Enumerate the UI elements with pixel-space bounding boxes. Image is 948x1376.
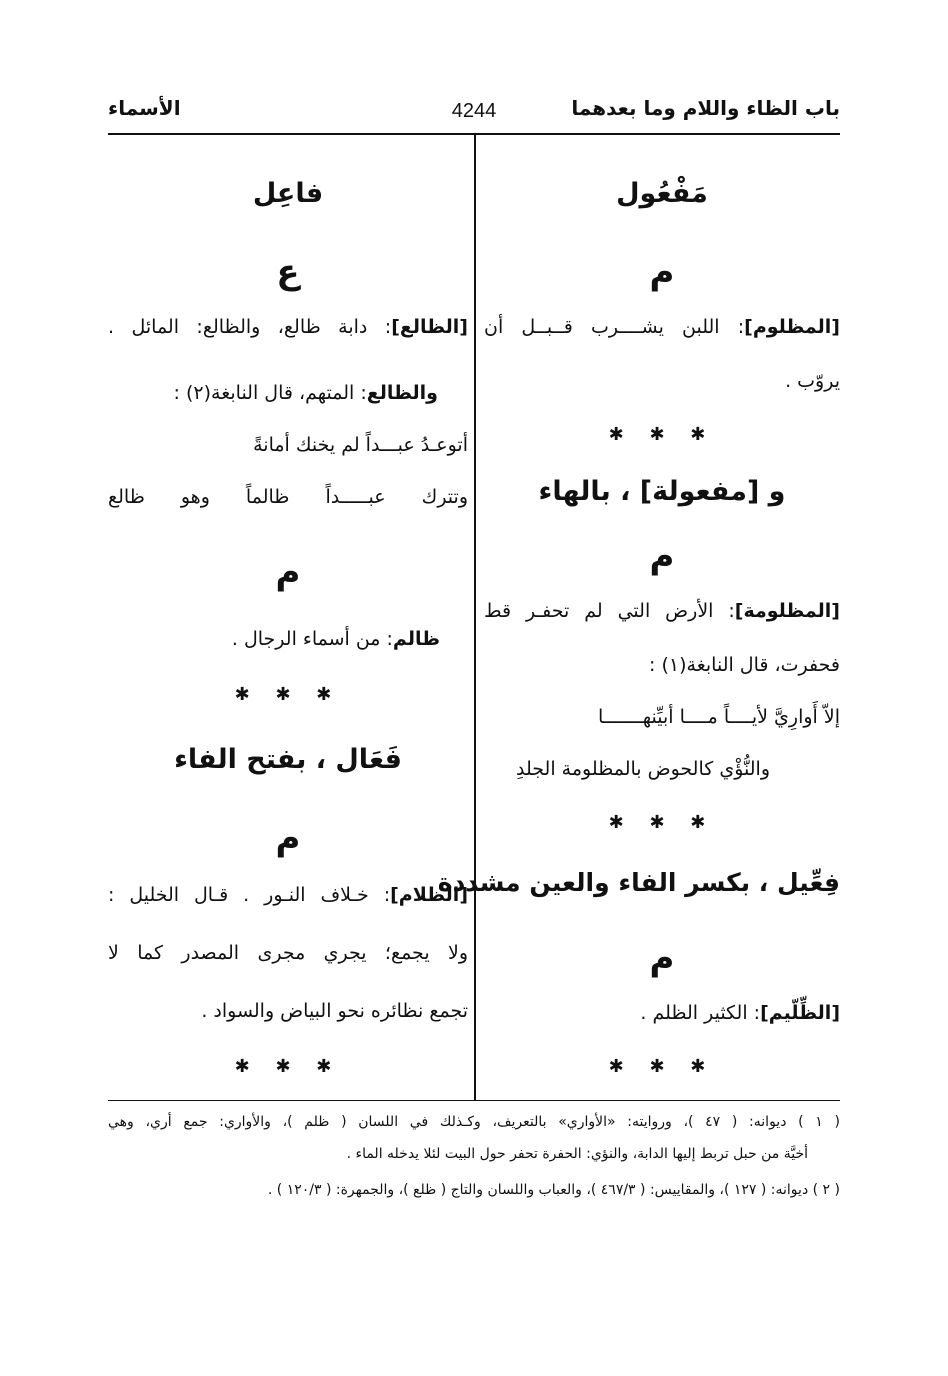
entry-line: يروّب . <box>785 370 840 392</box>
section-letter: م <box>649 252 675 292</box>
entry-definition: : الأرض التي لم تحفـر قط <box>484 600 735 622</box>
left-column <box>108 134 468 1100</box>
separator-stars: ✱ ✱ ✱ <box>608 812 716 833</box>
entry-headword: [الظِّلّيم] <box>760 1002 840 1024</box>
section-letter: م <box>649 938 675 978</box>
verse-line: والنُّؤْي كالحوض بالمظلومة الجلدِ <box>516 758 770 780</box>
page-number: 4244 <box>451 100 497 122</box>
verse-line: إلاّ أَوارِيَّ لأيــــاً مــــا أبيِّنهـــــــا <box>597 706 840 728</box>
entry-line <box>108 884 468 906</box>
entry-definition: : اللبن يشــــرب قــبــل أن <box>484 316 745 338</box>
entry-line <box>108 382 468 404</box>
entry-line <box>484 600 840 622</box>
pattern-heading-mafool: مَفْعُول <box>616 178 708 209</box>
entry-definition: : المتهم، قال النابغة(٢) : <box>173 382 367 404</box>
entry-definition: : خـلاف النـور . قـال الخليل : <box>108 884 391 906</box>
entry-line: فحفرت، قال النابغة(١) : <box>649 654 840 676</box>
entry-line <box>108 628 468 650</box>
footnote-rule <box>108 1100 840 1101</box>
section-letter: م <box>649 536 675 576</box>
entry-line: ولا يجمع؛ يجري مجرى المصدر كما لا <box>108 942 468 964</box>
section-letter: م <box>275 552 301 592</box>
running-header-section: الأسماء <box>108 96 181 120</box>
entry-headword: [الظالع] <box>391 316 468 338</box>
running-header-chapter: باب الظاء واللام وما بعدهما <box>571 96 840 120</box>
entry-headword: [الظلام] <box>390 884 468 906</box>
pattern-heading-faal: فَعَال ، بفتح الفاء <box>174 744 402 775</box>
entry-headword: ظالم <box>392 628 440 650</box>
entry-definition: : الكثير الظلم . <box>640 1002 761 1024</box>
right-column <box>437 134 840 1100</box>
entry-headword: والظالع <box>366 382 438 404</box>
separator-stars: ✱ ✱ ✱ <box>234 684 342 705</box>
pattern-heading-fail: فاعِل <box>252 178 324 209</box>
footnote-1-line-1: ( ١ ) ديوانه: ( ٤٧ )، وروايته: «الأواري» بالتعريف، وكـذلك في اللسان ( ظلم )، والأواري: جمع أري، وهي <box>108 1114 840 1130</box>
footnote-1-line-2: أخيَّة من حبل تربط إليها الدابة، والنؤي: الحفرة تحفر حول البيت لئلا يدخله الماء . <box>346 1146 808 1162</box>
section-letter: ع <box>276 252 300 292</box>
entry-definition: : دابة ظالع، والظالع: المائل . <box>108 316 392 338</box>
separator-stars: ✱ ✱ ✱ <box>608 424 716 445</box>
entry-headword: [المظلوم] <box>744 316 840 338</box>
separator-stars: ✱ ✱ ✱ <box>608 1056 716 1077</box>
column-divider <box>474 134 476 1100</box>
section-letter: م <box>275 818 301 858</box>
pattern-heading-fiil: فِعِّيل ، بكسر الفاء والعين مشددة <box>437 868 840 897</box>
separator-stars: ✱ ✱ ✱ <box>234 1056 342 1077</box>
verse-line: وتترك عبـــــداً ظالماً وهو ظالع <box>108 486 468 508</box>
entry-definition: : من أسماء الرجال . <box>231 628 393 650</box>
verse-line: أتوعـدُ عبـــداً لم يخنك أمانةً <box>253 434 468 456</box>
pattern-heading-mafoola: و [مفعولة] ، بالهاء <box>538 476 786 507</box>
entry-line <box>484 1002 840 1024</box>
entry-line <box>484 316 840 338</box>
footnote-2: ( ٢ ) ديوانه: ( ١٢٧ )، والمقاييس: ( ٤٦٧/٣ )، والعباب واللسان والتاج ( ظلع )، والجمهرة: ( ١٢٠/٣ ) . <box>267 1182 840 1198</box>
entry-line: تجمع نظائره نحو البياض والسواد . <box>201 1000 468 1022</box>
entry-line <box>108 316 468 338</box>
entry-headword: [المظلومة] <box>734 600 840 622</box>
